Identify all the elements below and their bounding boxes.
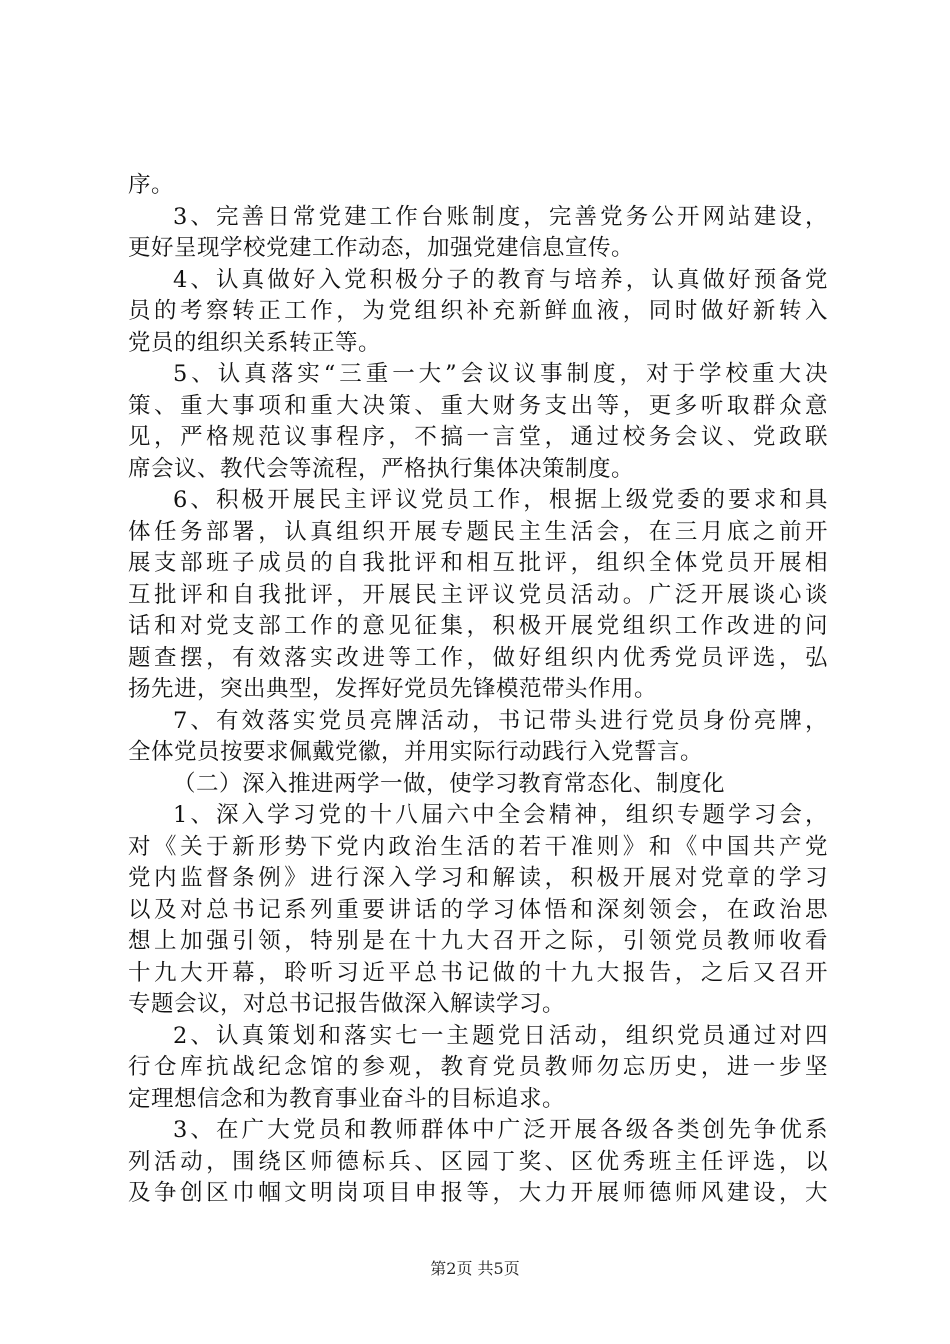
- text-line: 5、认真落实“三重一大”会议议事制度，对于学校重大决: [173, 361, 828, 387]
- text-line: 4、认真做好入党积极分子的教育与培养，认真做好预备党: [173, 266, 828, 293]
- text-line: 员的考察转正工作，为党组织补充新鲜血液，同时做好新转入: [128, 298, 828, 324]
- text-line: 十九大开幕，聆听习近平总书记做的十九大报告，之后又召开: [128, 959, 828, 986]
- text-line: 体任务部署，认真组织开展专题民主生活会，在三月底之前开: [128, 518, 828, 545]
- text-line: 专题会议，对总书记报告做深入解读学习。: [128, 991, 566, 1017]
- text-line: 以及对总书记系列重要讲话的学习体悟和深刻领会，在政治思: [128, 896, 828, 923]
- text-line: 全体党员按要求佩戴党徽，并用实际行动践行入党誓言。: [128, 739, 704, 765]
- text-line: 互批评和自我批评，开展民主评议党员活动。广泛开展谈心谈: [128, 581, 828, 608]
- text-line: 6、积极开展民主评议党员工作，根据上级党委的要求和具: [173, 487, 828, 513]
- text-line: 策、重大事项和重大决策、重大财务支出等，更多听取群众意: [128, 392, 828, 419]
- text-line: 列活动，围绕区师德标兵、区园丁奖、区优秀班主任评选，以: [128, 1148, 828, 1175]
- text-line: 席会议、教代会等流程，严格执行集体决策制度。: [128, 455, 635, 482]
- text-line: 行仓库抗战纪念馆的参观，教育党员教师勿忘历史，进一步坚: [128, 1054, 828, 1080]
- text-line: 想上加强引领，特别是在十九大召开之际，引领党员教师收看: [128, 928, 828, 954]
- page-footer: 第2页 共5页: [430, 1259, 520, 1278]
- text-line: 2、认真策划和落实七一主题党日活动，组织党员通过对四: [173, 1022, 828, 1049]
- text-line: 定理想信念和为教育事业奋斗的目标追求。: [128, 1085, 566, 1112]
- text-line: 3、完善日常党建工作台账制度，完善党务公开网站建设，: [173, 203, 828, 230]
- document-body: [128, 170, 828, 1210]
- text-line: 7、有效落实党员亮牌活动，书记带头进行党员身份亮牌，: [173, 707, 828, 734]
- text-line: （二）深入推进两学一做，使学习教育常态化、制度化: [173, 770, 726, 797]
- text-line: 更好呈现学校党建工作动态，加强党建信息宣传。: [128, 235, 635, 261]
- text-line: 党内监督条例》进行深入学习和解读，积极开展对党章的学习: [128, 865, 828, 891]
- text-line: 扬先进，突出典型，发挥好党员先锋模范带头作用。: [128, 676, 658, 702]
- text-line: 序。: [128, 172, 175, 198]
- text-line: 对《关于新形势下党内政治生活的若干准则》和《中国共产党: [128, 833, 828, 860]
- text-line: 1、深入学习党的十八届六中全会精神，组织专题学习会，: [173, 802, 828, 828]
- text-line: 3、在广大党员和教师群体中广泛开展各级各类创先争优系: [173, 1117, 828, 1143]
- text-line: 党员的组织关系转正等。: [128, 329, 382, 356]
- text-line: 及争创区巾帼文明岗项目申报等，大力开展师德师风建设，大: [128, 1180, 828, 1206]
- text-line: 展支部班子成员的自我批评和相互批评，组织全体党员开展相: [128, 550, 828, 576]
- text-line: 见，严格规范议事程序，不搞一言堂，通过校务会议、党政联: [128, 424, 828, 450]
- text-line: 题查摆，有效落实改进等工作，做好组织内优秀党员评选，弘: [128, 644, 828, 671]
- text-line: 话和对党支部工作的意见征集，积极开展党组织工作改进的问: [128, 613, 828, 639]
